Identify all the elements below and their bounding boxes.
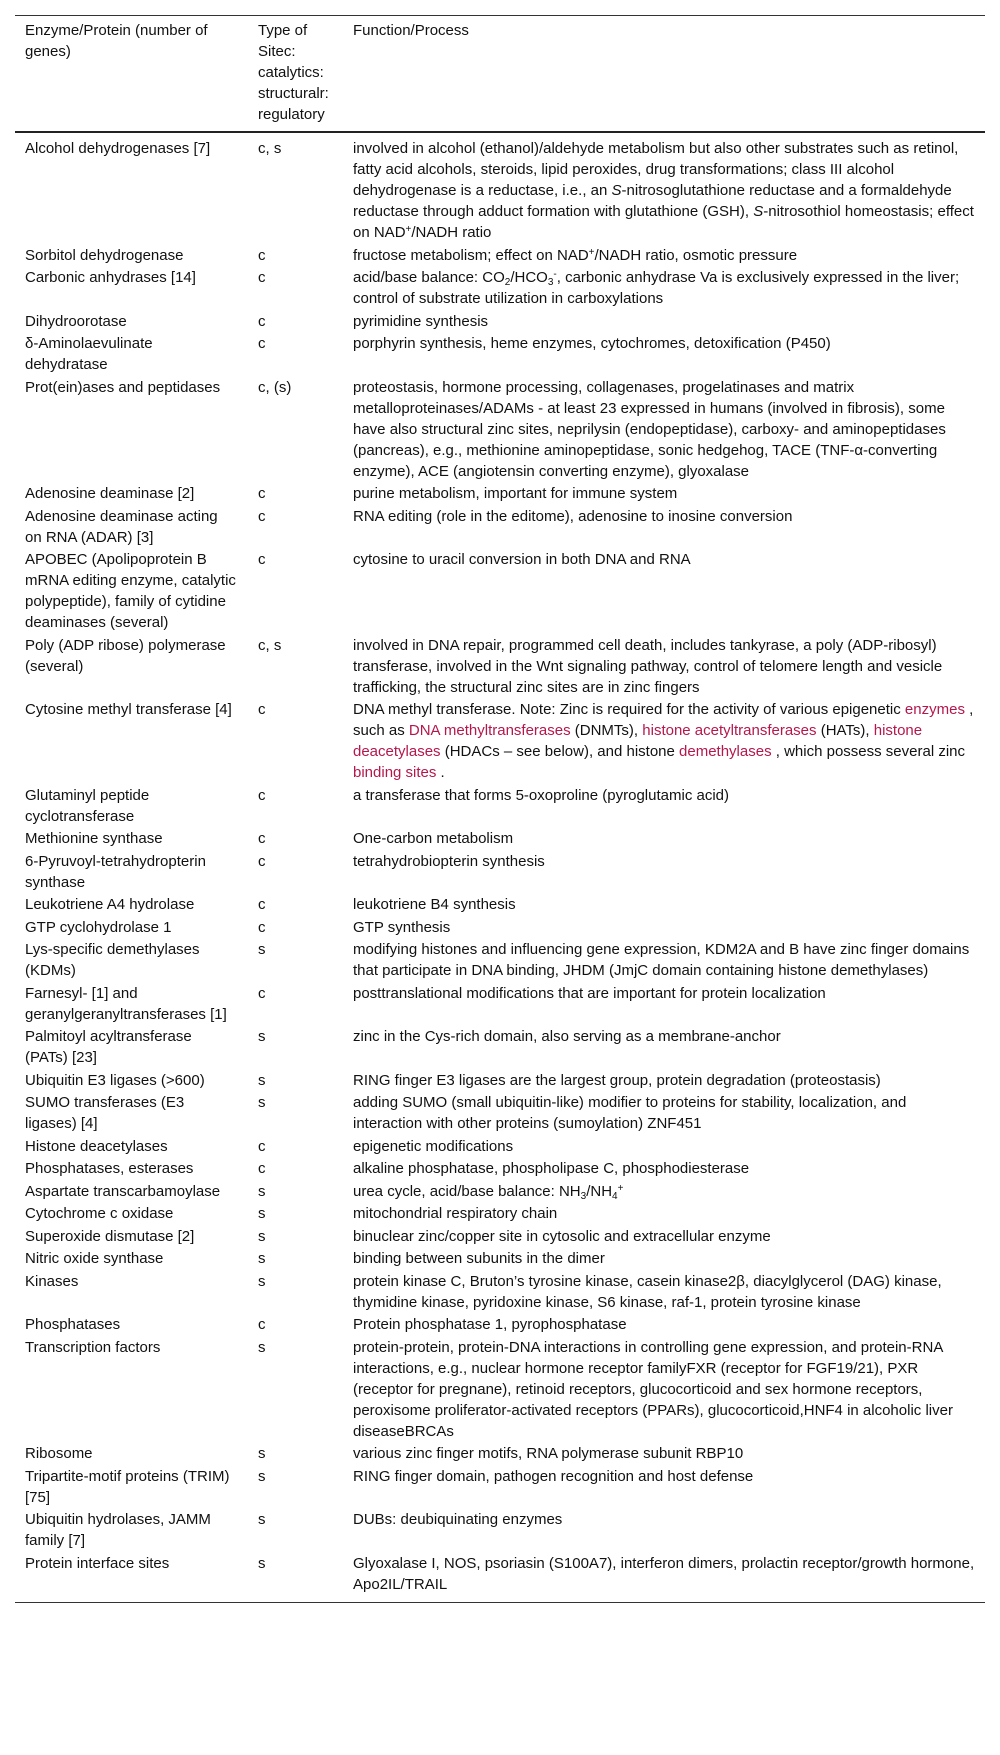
- table-row: [15, 1092, 985, 1136]
- function-text: fructose metabolism; effect on NAD: [353, 246, 589, 264]
- function-text: posttranslational modifications that are important for protein localization: [353, 984, 826, 1002]
- function-process-cell: [343, 506, 985, 550]
- function-text: S: [753, 203, 764, 220]
- function-process-cell: [343, 1509, 985, 1553]
- enzyme-table: [15, 15, 985, 1603]
- enzyme-protein-cell: Dihydroorotase: [25, 312, 127, 330]
- site-type-cell: s: [258, 1071, 266, 1089]
- function-text: RNA editing (role in the editome), adenosine to inosine conversion: [353, 507, 793, 525]
- function-text: proteostasis, hormone processing, collagenases, progelatinases and matrix metalloproteinases/ADAMs - at least 23 expressed in humans (involved in fibrosis), some have also structural zinc sites, neprilysin (endopeptidase), carboxy- and aminopeptidases (pancreas), e.g., methionine aminopeptidase, sonic hedgehog, TACE (TNF-α-converting enzyme), ACE (angiotensin converting enzyme), glyoxalase: [353, 378, 946, 480]
- function-text: adding SUMO (small ubiquitin-like) modifier to proteins for stability, localization, and interaction with other proteins (sumoylation) ZNF451: [353, 1094, 907, 1132]
- table-row: [15, 785, 985, 829]
- enzyme-protein-cell: Tripartite-motif proteins (TRIM) [75]: [25, 1467, 230, 1506]
- function-text: /NADH ratio, osmotic pressure: [594, 246, 798, 264]
- function-process-cell: [343, 1070, 985, 1093]
- function-process-cell: [343, 939, 985, 983]
- function-process-cell: [343, 483, 985, 506]
- function-text: epigenetic modifications: [353, 1137, 514, 1155]
- function-process-cell: [343, 333, 985, 377]
- table-header: [15, 16, 985, 133]
- function-text: One-carbon metabolism: [353, 830, 514, 847]
- table-row: [15, 851, 985, 895]
- enzyme-protein-cell: Glutaminyl peptide cyclotransferase: [25, 786, 150, 825]
- function-text: /HCO: [510, 269, 548, 286]
- inline-link[interactable]: histone deacetylases: [353, 722, 923, 760]
- function-process-cell: [343, 1158, 985, 1181]
- function-process-cell: [343, 1271, 985, 1315]
- enzyme-protein-cell: Alcohol dehydrogenases [7]: [25, 140, 211, 157]
- enzyme-protein-cell: Palmitoyl acyltransferase (PATs) [23]: [25, 1028, 192, 1066]
- table-row: [15, 1509, 985, 1553]
- enzyme-protein-cell: Protein interface sites: [25, 1554, 170, 1572]
- function-process-cell: [343, 635, 985, 700]
- site-type-cell: s: [258, 1205, 266, 1222]
- site-type-cell: c: [258, 507, 266, 525]
- enzyme-protein-cell: Methionine synthase: [25, 830, 163, 847]
- table-body: [15, 132, 985, 1602]
- table-row: [15, 483, 985, 506]
- function-process-cell: [343, 245, 985, 268]
- table-row: [15, 1181, 985, 1204]
- function-text: -nitrosoglutathione reductase and a formaldehyde reductase through adduct formation with glutathione (GSH),: [353, 182, 952, 220]
- function-text: tetrahydrobiopterin synthesis: [353, 852, 545, 870]
- function-text: +: [405, 224, 412, 235]
- site-type-cell: c: [258, 246, 266, 264]
- enzyme-protein-cell: Lys-specific demethylases (KDMs): [25, 941, 200, 979]
- enzyme-protein-cell: Ubiquitin E3 ligases (>600): [25, 1071, 205, 1089]
- site-type-cell: s: [258, 1028, 266, 1045]
- function-process-cell: [343, 132, 985, 245]
- site-type-cell: c: [258, 1137, 266, 1155]
- function-process-cell: [343, 1136, 985, 1159]
- enzyme-protein-cell: Ribosome: [25, 1445, 93, 1462]
- site-type-cell: s: [258, 1467, 266, 1485]
- enzyme-protein-cell: Cytochrome c oxidase: [25, 1205, 174, 1222]
- enzyme-protein-cell: Poly (ADP ribose) polymerase (several): [25, 636, 226, 675]
- function-text: binding between subunits in the dimer: [353, 1250, 605, 1267]
- function-process-cell: [343, 828, 985, 851]
- function-process-cell: [343, 1248, 985, 1271]
- function-text: 4: [612, 1190, 618, 1202]
- table-row: [15, 1248, 985, 1271]
- function-text: purine metabolism, important for immune system: [353, 485, 678, 502]
- table-row: [15, 1026, 985, 1070]
- site-type-cell: c: [258, 1160, 266, 1177]
- table-row: [15, 828, 985, 851]
- function-text: -nitrosothiol homeostasis; effect on NAD: [353, 203, 974, 241]
- site-type-cell: s: [258, 1445, 266, 1462]
- table-row: [15, 1226, 985, 1249]
- inline-link[interactable]: histone acetyltransferases: [642, 722, 817, 739]
- function-text: , carbonic anhydrase Va is exclusively expressed in the liver; control of substrate utilization in carboxylations: [353, 269, 960, 307]
- function-text: 2: [504, 277, 511, 288]
- site-type-cell: c: [258, 918, 266, 936]
- function-text: binuclear zinc/copper site in cytosolic and extracellular enzyme: [353, 1227, 771, 1245]
- enzyme-protein-cell: Adenosine deaminase acting on RNA (ADAR) [3]: [25, 507, 218, 546]
- table-row: [15, 311, 985, 334]
- site-type-cell: c: [258, 485, 266, 502]
- function-text: (HDACs – see below), and histone: [440, 743, 680, 760]
- site-type-cell: c: [258, 984, 266, 1002]
- enzyme-protein-cell: Aspartate transcarbamoylase: [25, 1182, 221, 1200]
- function-text: 3: [580, 1190, 587, 1202]
- enzyme-protein-cell: GTP cyclohydrolase 1: [25, 918, 172, 936]
- site-type-cell: s: [258, 1250, 266, 1267]
- enzyme-protein-cell: Prot(ein)ases and peptidases: [25, 378, 221, 396]
- function-text: involved in alcohol (ethanol)/aldehyde metabolism but also other substrates such as retinol, fatty acid alcohols, steroids, lipid peroxides, drug transformations; class III alcohol dehydrogenase is a reductase, i.e., an: [353, 140, 959, 199]
- function-text: a transferase that forms 5-oxoproline (pyroglutamic acid): [353, 786, 729, 804]
- table-row: [15, 1443, 985, 1466]
- function-process-cell: [343, 1337, 985, 1444]
- inline-link[interactable]: demethylases: [679, 743, 772, 760]
- enzyme-protein-cell: Adenosine deaminase [2]: [25, 485, 195, 502]
- site-type-cell: c, s: [258, 636, 282, 654]
- function-text: alkaline phosphatase, phospholipase C, phosphodiesterase: [353, 1160, 750, 1177]
- enzyme-protein-cell: Nitric oxide synthase: [25, 1250, 164, 1267]
- function-text: protein-protein, protein-DNA interactions in controlling gene expression, and protein-RNA interactions, e.g., nuclear hormone receptor familyFXR (receptor for FGF19/21), PXR (receptor for pregnane), retinoid receptors, glucocorticoid and sex hormone receptors, peroxisome proliferator-activated receptors (PPARs), glucocorticoid,HNF4 in alcoholic liver diseaseBRCAs: [353, 1338, 953, 1440]
- table-row: [15, 983, 985, 1027]
- site-type-cell: s: [258, 941, 266, 958]
- site-type-cell: c: [258, 830, 266, 847]
- function-text: 3: [547, 277, 554, 288]
- function-text: pyrimidine synthesis: [353, 312, 489, 330]
- table-row: [15, 1158, 985, 1181]
- function-text: (HATs),: [816, 722, 874, 739]
- function-process-cell: [343, 267, 985, 311]
- enzyme-protein-cell: Superoxide dismutase [2]: [25, 1227, 195, 1245]
- table-row: [15, 1337, 985, 1444]
- table-row: [15, 1070, 985, 1093]
- table-row: [15, 939, 985, 983]
- function-text: urea cycle, acid/base balance: NH: [353, 1182, 581, 1200]
- function-process-cell: [343, 311, 985, 334]
- function-text: .: [436, 764, 445, 781]
- function-process-cell: [343, 549, 985, 635]
- function-process-cell: [343, 1203, 985, 1226]
- site-type-cell: c, s: [258, 140, 282, 157]
- function-text: DUBs: deubiquinating enzymes: [353, 1511, 563, 1528]
- site-type-cell: s: [258, 1554, 266, 1572]
- header-function-process: Function/Process: [343, 16, 985, 133]
- enzyme-protein-cell: Ubiquitin hydrolases, JAMM family [7]: [25, 1511, 211, 1549]
- header-site-type: Type of Sitec: catalytics: structuralr: regulatory: [248, 16, 343, 133]
- function-text: , which possess several zinc: [771, 743, 965, 760]
- function-process-cell: [343, 1553, 985, 1603]
- function-text: acid/base balance: CO: [353, 269, 505, 286]
- site-type-cell: s: [258, 1511, 266, 1528]
- site-type-cell: c: [258, 269, 266, 286]
- site-type-cell: c: [258, 335, 266, 352]
- site-type-cell: c: [258, 551, 266, 568]
- function-process-cell: [343, 1181, 985, 1204]
- function-text: zinc in the Cys-rich domain, also serving as a membrane-anchor: [353, 1028, 781, 1045]
- function-text: RING finger domain, pathogen recognition and host defense: [353, 1467, 754, 1485]
- site-type-cell: c: [258, 312, 266, 330]
- header-enzyme-protein: Enzyme/Protein (number of genes): [15, 16, 248, 133]
- function-process-cell: [343, 1092, 985, 1136]
- table-row: [15, 1553, 985, 1603]
- function-process-cell: [343, 983, 985, 1027]
- table-row: [15, 1466, 985, 1510]
- site-type-cell: s: [258, 1182, 266, 1200]
- function-text: +: [617, 1182, 624, 1194]
- enzyme-protein-cell: Histone deacetylases: [25, 1137, 168, 1155]
- site-type-cell: c: [258, 896, 266, 913]
- function-text: mitochondrial respiratory chain: [353, 1205, 558, 1222]
- enzyme-protein-cell: Leukotriene A4 hydrolase: [25, 896, 195, 913]
- table-row: [15, 699, 985, 785]
- table-row: [15, 1136, 985, 1159]
- table-row: [15, 267, 985, 311]
- function-process-cell: [343, 894, 985, 917]
- enzyme-protein-cell: δ-Aminolaevulinate dehydratase: [25, 335, 153, 373]
- site-type-cell: c, (s): [258, 378, 292, 396]
- enzyme-protein-cell: Phosphatases: [25, 1316, 121, 1333]
- enzyme-protein-cell: Sorbitol dehydrogenase: [25, 246, 184, 264]
- function-text: Protein phosphatase 1, pyrophosphatase: [353, 1316, 627, 1333]
- site-type-cell: c: [258, 786, 266, 804]
- function-process-cell: [343, 699, 985, 785]
- table-row: [15, 1314, 985, 1337]
- enzyme-protein-cell: SUMO transferases (E3 ligases) [4]: [25, 1094, 185, 1132]
- site-type-cell: s: [258, 1227, 266, 1245]
- function-process-cell: [343, 785, 985, 829]
- table-row: [15, 245, 985, 268]
- function-process-cell: [343, 1226, 985, 1249]
- function-text: S: [611, 182, 622, 199]
- function-text: protein kinase C, Bruton’s tyrosine kinase, casein kinase2β, diacylglycerol (DAG) kinase, thymidine kinase, pyridoxine kinase, S6 kinase, raf-1, protein tyrosine kinase: [353, 1272, 942, 1311]
- table-row: [15, 549, 985, 635]
- function-text: , such as: [353, 701, 974, 739]
- function-process-cell: [343, 377, 985, 484]
- inline-link[interactable]: enzymes: [904, 701, 965, 718]
- enzyme-protein-cell: Kinases: [25, 1272, 79, 1290]
- function-process-cell: [343, 917, 985, 940]
- enzyme-protein-cell: Farnesyl- [1] and geranylgeranyltransferases [1]: [25, 984, 227, 1023]
- inline-link[interactable]: binding sites: [353, 764, 437, 781]
- function-text: modifying histones and influencing gene expression, KDM2A and B have zinc finger domains that participate in DNA binding, JHDM (JmjC domain containing histone demethylases): [353, 941, 970, 979]
- site-type-cell: c: [258, 852, 266, 870]
- function-text: porphyrin synthesis, heme enzymes, cytochromes, detoxification (P450): [353, 335, 831, 352]
- enzyme-protein-cell: Phosphatases, esterases: [25, 1160, 194, 1177]
- function-process-cell: [343, 1026, 985, 1070]
- enzyme-protein-cell: APOBEC (Apolipoprotein B mRNA editing enzyme, catalytic polypeptide), family of cytidine deaminases (several): [25, 551, 236, 631]
- function-process-cell: [343, 1314, 985, 1337]
- enzyme-protein-cell: 6-Pyruvoyl-tetrahydropterin synthase: [25, 852, 206, 891]
- table-row: [15, 917, 985, 940]
- function-text: DNA methyl transferase. Note: Zinc is required for the activity of various epigenetic: [353, 701, 905, 718]
- table-row: [15, 333, 985, 377]
- site-type-cell: s: [258, 1272, 266, 1290]
- header-row: [15, 16, 985, 133]
- site-type-cell: c: [258, 701, 266, 718]
- function-process-cell: [343, 1466, 985, 1510]
- table-row: [15, 377, 985, 484]
- table-row: [15, 132, 985, 245]
- function-text: RING finger E3 ligases are the largest group, protein degradation (proteostasis): [353, 1071, 881, 1089]
- function-text: Glyoxalase I, NOS, psoriasin (S100A7), interferon dimers, prolactin receptor/growth hormone, Apo2IL/TRAIL: [353, 1554, 975, 1593]
- function-text: (DNMTs),: [570, 722, 643, 739]
- table-row: [15, 894, 985, 917]
- function-text: GTP synthesis: [353, 918, 451, 936]
- table-row: [15, 1271, 985, 1315]
- function-process-cell: [343, 1443, 985, 1466]
- function-text: cytosine to uracil conversion in both DNA and RNA: [353, 551, 691, 568]
- site-type-cell: c: [258, 1316, 266, 1333]
- function-text: various zinc finger motifs, RNA polymerase subunit RBP10: [353, 1445, 744, 1462]
- site-type-cell: s: [258, 1094, 266, 1111]
- table-row: [15, 1203, 985, 1226]
- function-text: /NADH ratio: [411, 224, 492, 241]
- function-text: leukotriene B4 synthesis: [353, 896, 516, 913]
- function-process-cell: [343, 851, 985, 895]
- function-text: -: [553, 269, 557, 280]
- inline-link[interactable]: DNA methyltransferases: [408, 722, 571, 739]
- enzyme-protein-cell: Transcription factors: [25, 1338, 161, 1356]
- function-text: +: [588, 246, 595, 258]
- function-text: /NH: [586, 1182, 613, 1200]
- enzyme-protein-cell: Cytosine methyl transferase [4]: [25, 701, 232, 718]
- enzyme-protein-cell: Carbonic anhydrases [14]: [25, 269, 196, 286]
- function-text: involved in DNA repair, programmed cell death, includes tankyrase, a poly (ADP-ribosyl) transferase, involved in the Wnt signaling pathway, control of telomere length and vesicle trafficking, the structural zinc sites are in zinc fingers: [353, 636, 943, 696]
- site-type-cell: s: [258, 1338, 266, 1356]
- table-row: [15, 635, 985, 700]
- table-row: [15, 506, 985, 550]
